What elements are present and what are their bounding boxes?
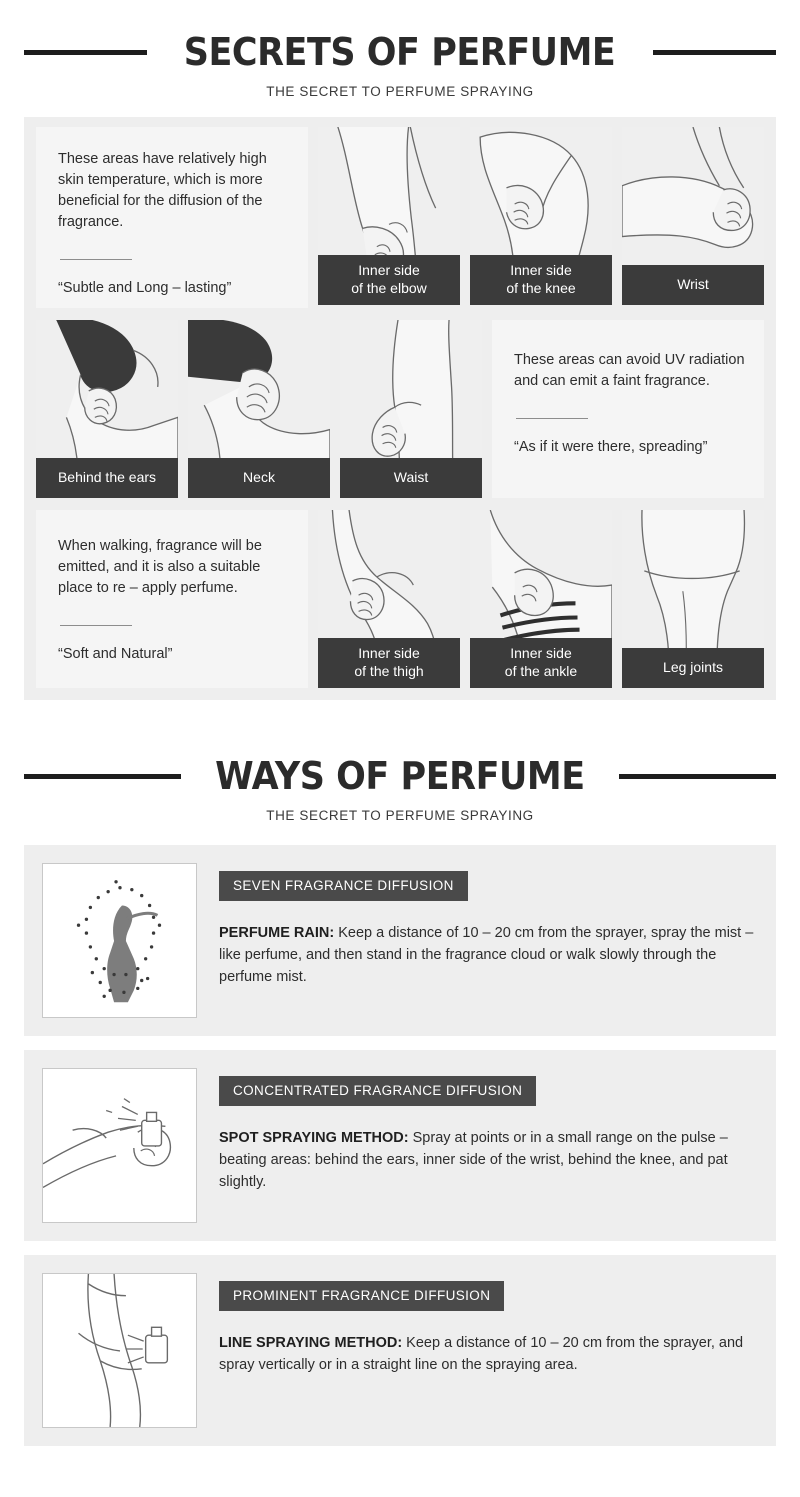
caption-line-1: Inner side (510, 262, 572, 278)
way-lead: PERFUME RAIN: (219, 925, 335, 942)
text-divider (516, 418, 588, 419)
secrets-row-text: When walking, fragrance will be emitted, and it is also a suitable place to re – apply perfume. (58, 538, 262, 597)
way-tag: SEVEN FRAGRANCE DIFFUSION (219, 871, 468, 901)
secrets-row (36, 320, 764, 498)
secrets-row-quote: “Soft and Natural” (58, 646, 173, 663)
ways-heading (0, 754, 800, 798)
way-thumbnail (42, 863, 197, 1018)
illustration-waist (340, 320, 482, 498)
secrets-row (36, 127, 764, 308)
caption-line-2: of the thigh (354, 662, 424, 679)
way-card (24, 1050, 776, 1241)
way-card (24, 1255, 776, 1446)
way-tag: CONCENTRATED FRAGRANCE DIFFUSION (219, 1076, 536, 1106)
secrets-row-text: These areas have relatively high skin temperature, which is more beneficial for the diffusion of the fragrance. (58, 151, 267, 231)
secrets-subtitle: THE SECRET TO PERFUME SPRAYING (266, 84, 534, 99)
heading-rule-left (24, 50, 147, 55)
secrets-text-card (36, 510, 308, 688)
secrets-text-card (36, 127, 308, 308)
perfume-rain-illustration-icon (43, 864, 196, 1017)
way-description (219, 1333, 754, 1377)
secrets-section (0, 30, 800, 700)
caption-line-2: of the elbow (351, 279, 427, 296)
way-body (219, 1273, 754, 1377)
illustration-inner-ankle (470, 510, 612, 688)
way-thumbnail (42, 1068, 197, 1223)
heading-rule-left (24, 774, 181, 779)
line-spraying-illustration-icon (43, 1274, 196, 1427)
illustration-caption (318, 638, 460, 688)
heading-rule-right (619, 774, 776, 779)
illustration-neck (188, 320, 330, 498)
caption-line-1: Leg joints (663, 658, 723, 675)
way-thumbnail (42, 1273, 197, 1428)
way-body (219, 1068, 754, 1193)
illustration-caption (318, 255, 460, 305)
illustration-inner-knee (470, 127, 612, 305)
secrets-row (36, 510, 764, 688)
caption-line-1: Neck (243, 468, 275, 485)
caption-line-2: of the ankle (504, 662, 578, 679)
text-divider (60, 625, 132, 626)
caption-line-1: Inner side (358, 645, 420, 662)
way-lead: SPOT SPRAYING METHOD: (219, 1130, 409, 1147)
illustration-inner-elbow (318, 127, 460, 305)
illustration-caption (470, 255, 612, 305)
illustration-behind-ears (36, 320, 178, 498)
illustration-caption (36, 458, 178, 499)
secrets-row-quote: “As if it were there, spreading” (514, 439, 708, 456)
caption-line-1: Behind the ears (57, 468, 157, 485)
way-body-text: Spray at points or in a small range on the pulse – beating areas: behind the ears, inner side of the wrist, behind the knee, and pat slightly. (219, 1130, 728, 1190)
caption-line-1: Wrist (677, 275, 709, 292)
way-body-text: Keep a distance of 10 – 20 cm from the sprayer, and spray vertically or in a straight line on the spraying area. (219, 1335, 744, 1373)
illustration-inner-thigh (318, 510, 460, 688)
secrets-panel (24, 117, 776, 700)
way-body (219, 863, 754, 988)
text-divider (60, 259, 132, 260)
way-body-text: Keep a distance of 10 – 20 cm from the sprayer, spray the mist – like perfume, and then stand in the fragrance cloud or walk slowly through the perfume mist. (219, 925, 754, 985)
secrets-row-text: These areas can avoid UV radiation and can emit a faint fragrance. (514, 352, 745, 390)
heading-rule-right (653, 50, 776, 55)
caption-line-1: Inner side (358, 262, 420, 278)
illustration-wrist (622, 127, 764, 305)
caption-line-2: of the knee (506, 279, 576, 296)
spot-spraying-illustration-icon (43, 1069, 196, 1222)
illustration-caption (340, 458, 482, 499)
illustration-caption (470, 638, 612, 688)
way-lead: LINE SPRAYING METHOD: (219, 1335, 403, 1352)
way-description (219, 1128, 754, 1193)
caption-line-1: Inner side (510, 645, 572, 662)
secrets-row-quote: “Subtle and Long – lasting” (58, 280, 232, 297)
way-description (219, 923, 754, 988)
illustration-caption (622, 648, 764, 689)
way-tag: PROMINENT FRAGRANCE DIFFUSION (219, 1281, 504, 1311)
ways-section (0, 754, 800, 1446)
secrets-title: SECRETS OF PERFUME (184, 30, 616, 74)
illustration-leg-joints (622, 510, 764, 688)
secrets-text-card (492, 320, 764, 498)
secrets-heading (0, 30, 800, 74)
illustration-caption (622, 265, 764, 306)
illustration-caption (188, 458, 330, 499)
caption-line-1: Waist (393, 468, 429, 485)
ways-subtitle: THE SECRET TO PERFUME SPRAYING (266, 808, 534, 824)
ways-title: WAYS OF PERFUME (215, 754, 585, 799)
way-card (24, 845, 776, 1036)
